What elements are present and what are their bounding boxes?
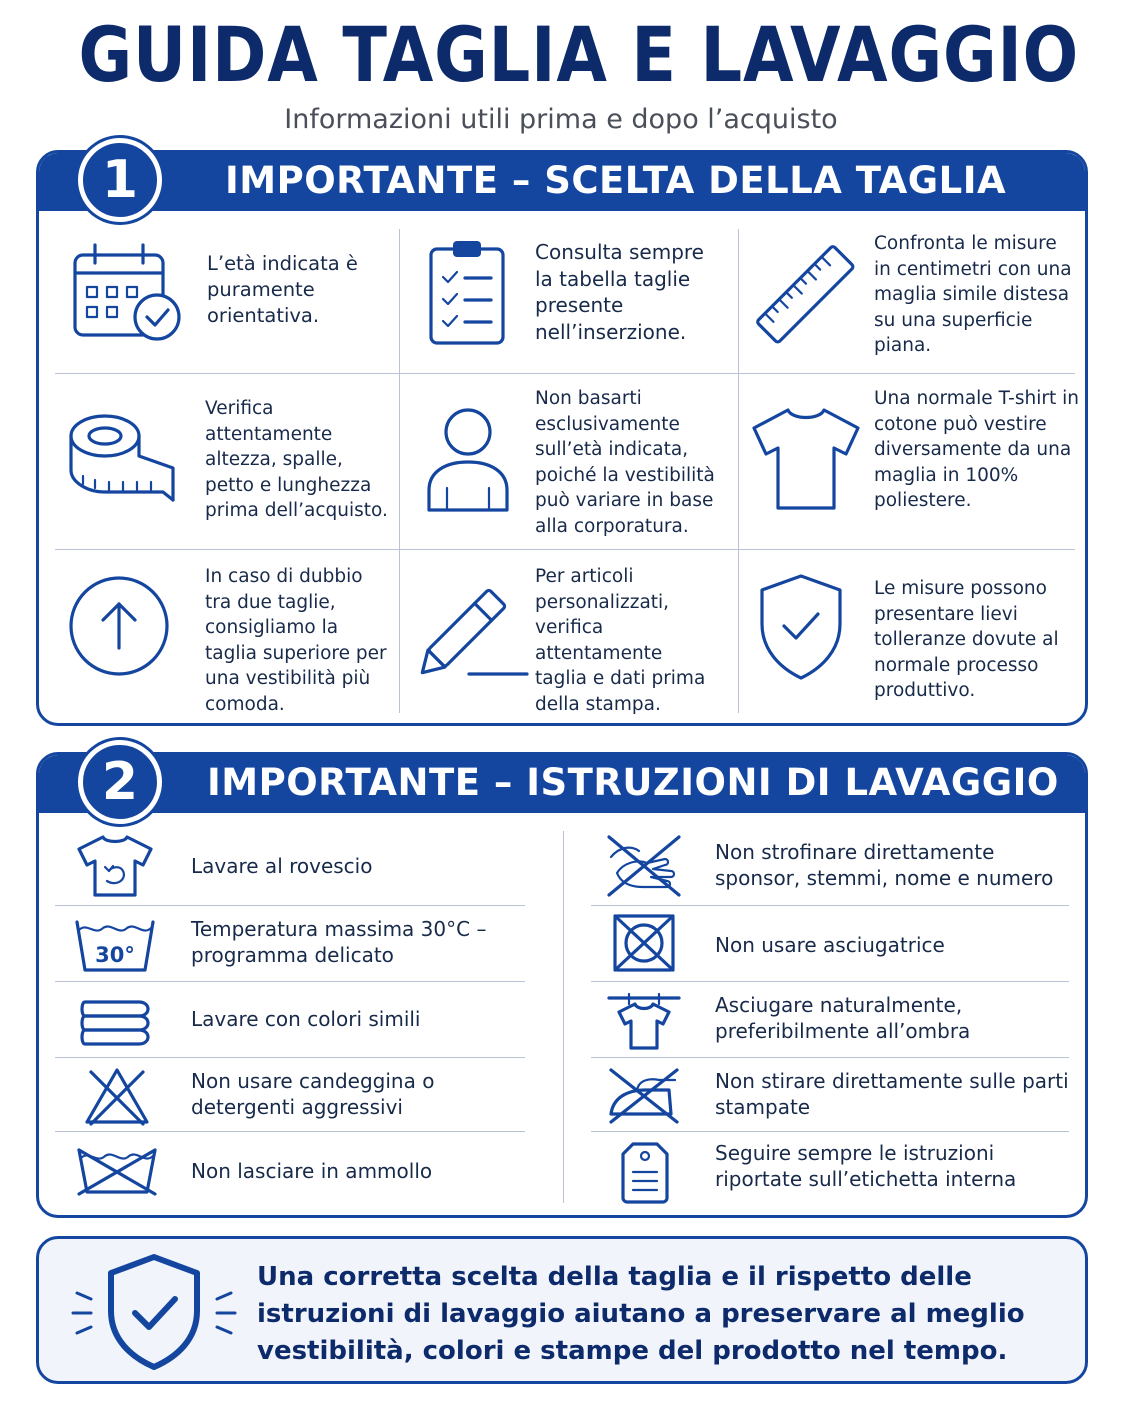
line-dry-icon — [605, 990, 683, 1052]
wash-instruction-text: Non usare candeggina o detergenti aggressivi — [191, 1069, 435, 1119]
no-rubbing-icon — [603, 833, 683, 899]
wash-instruction-text: Temperatura massima 30°C – programma delicato — [191, 917, 487, 967]
size-tip — [39, 374, 399, 549]
no-tumble-dry-icon — [611, 912, 677, 974]
arrow-up-circle-icon — [67, 574, 171, 678]
size-tip-text: Per articoli personalizzati, verifica attentamente taglia e dati prima della stampa. — [535, 566, 706, 715]
size-tip — [399, 374, 738, 549]
wash-temperature-label: 30° — [95, 943, 135, 967]
no-bleach-icon — [83, 1066, 151, 1126]
page-subtitle: Informazioni utili prima e dopo l’acquisto — [284, 104, 838, 135]
wash-instruction — [569, 1058, 1088, 1131]
wash-instruction — [39, 1058, 559, 1131]
measuring-tape-icon — [65, 406, 181, 506]
size-tip-text: Consulta sempre la tabella taglie presente nell’inserzione. — [535, 240, 704, 344]
section-number-badge: 1 — [78, 138, 162, 222]
size-tip-text: Non basarti esclusivamente sull’età indicata, poiché la vestibilità può variare in base alla corporatura. — [535, 388, 715, 537]
no-iron-icon — [605, 1064, 683, 1126]
column-divider — [563, 831, 564, 1203]
size-tip-text: Confronta le misure in centimetri con una maglia simile distesa su una superficie piana. — [874, 233, 1072, 357]
no-soak-icon — [73, 1142, 161, 1198]
wash-instruction — [39, 829, 559, 905]
pencil-icon — [419, 576, 531, 680]
size-tip — [39, 550, 399, 726]
wash-instruction — [39, 1132, 559, 1207]
inside-out-shirt-icon — [75, 833, 155, 899]
wash-instruction — [569, 829, 1088, 905]
ruler-icon — [750, 239, 862, 351]
wash-instruction-text: Non lasciare in ammollo — [191, 1159, 433, 1183]
wash-instruction-text: Non stirare direttamente sulle parti stampate — [715, 1069, 1069, 1119]
label-tag-icon — [619, 1140, 671, 1204]
size-tip-text: Una normale T-shirt in cotone può vestire diversamente da una maglia in 100% poliestere. — [874, 388, 1079, 512]
folded-clothes-icon — [79, 992, 155, 1050]
size-tip — [738, 211, 1088, 373]
size-tip — [399, 211, 738, 373]
size-tip-text: L’età indicata è puramente orientativa. — [207, 252, 358, 327]
person-icon — [423, 404, 513, 514]
size-guide-title: IMPORTANTE – SCELTA DELLA TAGLIA — [225, 159, 1007, 202]
wash-instruction-text: Non usare asciugatrice — [715, 933, 945, 957]
clipboard-checklist-icon — [427, 237, 509, 349]
footer-text: Una corretta scelta della taglia e il rispetto delle istruzioni di lavaggio aiutano a preservare al meglio vestibilità, colori e stampe del prodotto nel tempo. — [257, 1262, 1025, 1366]
wash-instruction-text: Non strofinare direttamente sponsor, stemmi, nome e numero — [715, 840, 1054, 890]
size-tip — [39, 211, 399, 373]
wash-instruction — [569, 1132, 1088, 1207]
wash-instruction — [569, 982, 1088, 1057]
tshirt-icon — [748, 404, 864, 514]
wash-instruction-text: Lavare con colori simili — [191, 1007, 421, 1031]
shield-check-icon — [69, 1251, 239, 1371]
wash-instruction-text: Lavare al rovescio — [191, 854, 373, 878]
size-tip — [738, 550, 1088, 726]
calendar-check-icon — [69, 241, 185, 347]
wash-instruction — [39, 906, 559, 981]
wash-30-icon — [73, 916, 157, 974]
section-number-badge: 2 — [78, 740, 162, 824]
size-tip — [399, 550, 738, 726]
size-tip — [738, 374, 1088, 549]
size-tip-text: Verifica attentamente altezza, spalle, petto e lunghezza prima dell’acquisto. — [205, 398, 388, 522]
size-tip-text: In caso di dubbio tra due taglie, consigliamo la taglia superiore per una vestibilità più comoda. — [205, 566, 387, 715]
wash-instruction-text: Asciugare naturalmente, preferibilmente all’ombra — [715, 993, 971, 1043]
washing-title: IMPORTANTE – ISTRUZIONI DI LAVAGGIO — [207, 761, 1059, 804]
size-tip-text: Le misure possono presentare lievi tolleranze dovute al normale processo produttivo. — [874, 578, 1059, 702]
wash-instruction-text: Seguire sempre le istruzioni riportate sull’etichetta interna — [715, 1141, 1017, 1191]
size-guide-panel — [36, 150, 1088, 726]
wash-instruction — [39, 982, 559, 1057]
footer-note — [36, 1236, 1088, 1384]
washing-panel — [36, 752, 1088, 1218]
wash-instruction — [569, 906, 1088, 981]
page-title: GUIDA TAGLIA E LAVAGGIO — [78, 10, 1080, 99]
shield-check-icon — [756, 572, 846, 682]
